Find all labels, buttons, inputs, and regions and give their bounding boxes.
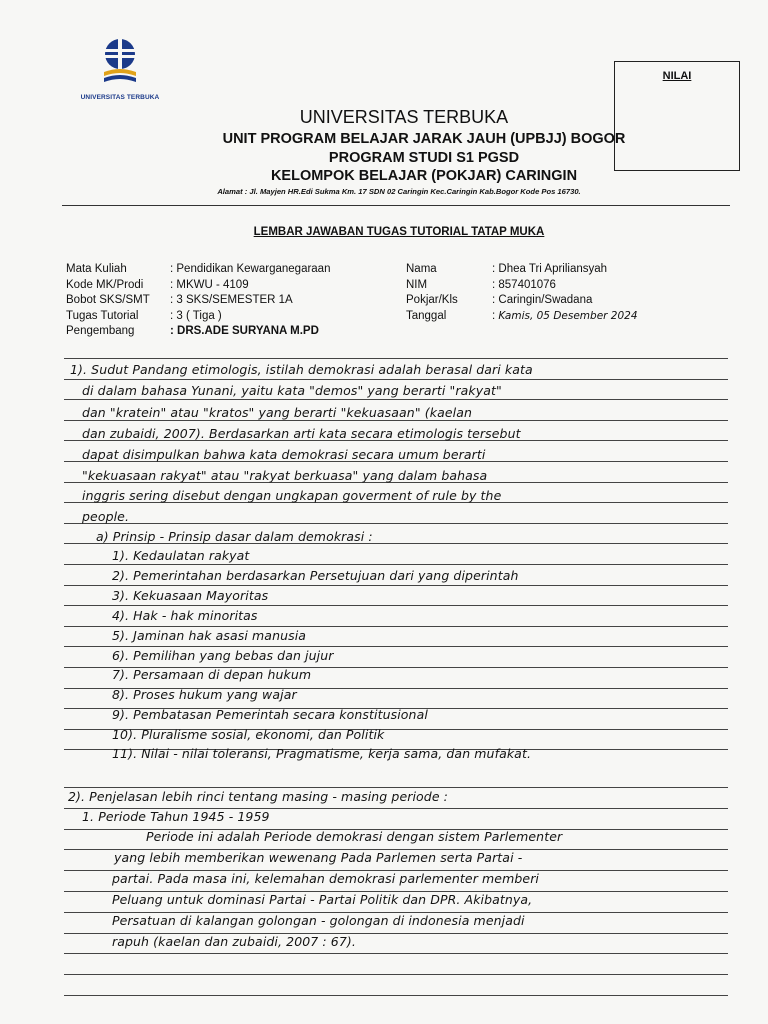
handwritten-line: Peluang untuk dominasi Partai - Partai Politik dan DPR. Akibatnya, [112, 892, 533, 907]
handwritten-line: dan zubaidi, 2007). Berdasarkan arti kata secara etimologis tersebut [82, 426, 521, 441]
ruled-line [64, 995, 728, 996]
info-value: : MKWU - 4109 [170, 278, 249, 291]
info-label: Pokjar/Kls [406, 294, 458, 306]
handwritten-line: 6). Pemilihan yang bebas dan jujur [112, 648, 334, 663]
ruled-line [64, 605, 728, 606]
handwritten-line: Persatuan di kalangan golongan - golongan di indonesia menjadi [112, 913, 525, 928]
ruled-line [64, 399, 728, 400]
handwritten-line: 3). Kekuasaan Mayoritas [112, 588, 269, 603]
ruled-line [64, 379, 728, 380]
university-logo [70, 36, 170, 112]
ruled-line [64, 787, 728, 788]
info-row [406, 278, 638, 294]
ut-logo-icon [98, 36, 142, 92]
ruled-line [64, 358, 728, 359]
handwritten-line: a) Prinsip - Prinsip dasar dalam demokrasi : [96, 529, 373, 544]
info-row [66, 293, 330, 309]
ruled-line [64, 564, 728, 565]
logo-text: UNIVERSITAS TERBUKA [80, 94, 160, 101]
info-value: : [492, 309, 499, 322]
handwritten-line: dapat disimpulkan bahwa kata demokrasi secara umum berarti [82, 447, 486, 462]
info-label: Tugas Tutorial [66, 309, 139, 322]
info-label: Pengembang [66, 325, 135, 337]
course-info [66, 262, 330, 340]
university-name: UNIVERSITAS TERBUKA [299, 107, 509, 127]
ruled-line [64, 523, 728, 524]
ruled-line [64, 953, 728, 954]
handwritten-date: Kamis, 05 Desember 2024 [498, 309, 638, 322]
info-value: : Pendidikan Kewarganegaraan [170, 263, 331, 275]
handwritten-line: 5). Jaminan hak asasi manusia [112, 628, 307, 643]
handwritten-line: Periode ini adalah Periode demokrasi dengan sistem Parlementer [146, 829, 563, 844]
info-row [406, 262, 638, 278]
info-label: Kode MK/Prodi [66, 278, 144, 291]
info-value: : 857401076 [492, 278, 556, 291]
info-value: : Dhea Tri Apriliansyah [492, 263, 608, 275]
handwritten-line: 11). Nilai - nilai toleransi, Pragmatisme, kerja sama, dan mufakat. [112, 746, 532, 761]
header-divider [62, 205, 730, 206]
address: Alamat : Jl. Mayjen HR.Edi Sukma Km. 17 SDN 02 Caringin Kec.Caringin Kab.Bogor Kode Pos 16730. [217, 187, 581, 196]
handwritten-line: 9). Pembatasan Pemerintah secara konstitusional [112, 707, 428, 722]
info-row [66, 309, 330, 325]
handwritten-line: yang lebih memberikan wewenang Pada Parlemen serta Partai - [114, 850, 523, 865]
student-info [406, 262, 638, 324]
info-value: : 3 SKS/SEMESTER 1A [170, 294, 293, 306]
group-name: KELOMPOK BELAJAR (POKJAR) CARINGIN [270, 168, 578, 184]
ruled-line [64, 646, 728, 647]
handwritten-line: 2). Penjelasan lebih rinci tentang masing - masing periode : [68, 789, 448, 804]
handwritten-line: 1. Periode Tahun 1945 - 1959 [82, 809, 270, 824]
handwritten-line: rapuh (kaelan dan zubaidi, 2007 : 67). [112, 934, 356, 949]
info-row [66, 262, 330, 278]
handwritten-line: "kekuasaan rakyat" atau "rakyat berkuasa" yang dalam bahasa [82, 468, 488, 483]
grade-label: NILAI [662, 70, 692, 82]
info-value: : 3 ( Tiga ) [170, 309, 222, 322]
form-title: LEMBAR JAWABAN TUGAS TUTORIAL TATAP MUKA [253, 226, 545, 238]
info-row [406, 293, 638, 309]
info-row [66, 278, 330, 294]
info-row [66, 324, 330, 340]
handwritten-line: 2). Pemerintahan berdasarkan Persetujuan dari yang diperintah [112, 568, 519, 583]
info-label: Bobot SKS/SMT [66, 294, 150, 306]
program-name: PROGRAM STUDI S1 PGSD [328, 150, 520, 166]
info-label: Mata Kuliah [66, 263, 127, 275]
info-value: : Caringin/Swadana [492, 294, 593, 306]
info-label: Nama [406, 263, 437, 275]
unit-name: UNIT PROGRAM BELAJAR JARAK JAUH (UPBJJ) BOGOR [222, 131, 626, 147]
handwritten-line: inggris sering disebut dengan ungkapan goverment of rule by the [82, 488, 502, 503]
handwritten-line: 1). Sudut Pandang etimologis, istilah demokrasi adalah berasal dari kata [70, 362, 533, 377]
handwritten-line: partai. Pada masa ini, kelemahan demokrasi parlementer memberi [112, 871, 540, 886]
info-label: Tanggal [406, 309, 447, 322]
info-value: : DRS.ADE SURYANA M.PD [170, 325, 319, 337]
handwritten-line: di dalam bahasa Yunani, yaitu kata "demos" yang berarti "rakyat" [82, 383, 502, 398]
handwritten-line: 7). Persamaan di depan hukum [112, 667, 312, 682]
info-label: NIM [406, 278, 428, 291]
ruled-line [64, 974, 728, 975]
handwritten-line: 1). Kedaulatan rakyat [112, 548, 250, 563]
handwritten-line: 8). Proses hukum yang wajar [112, 687, 297, 702]
info-row [406, 309, 638, 325]
ruled-line [64, 626, 728, 627]
handwritten-line: 10). Pluralisme sosial, ekonomi, dan Politik [112, 727, 385, 742]
handwritten-line: people. [82, 509, 130, 524]
handwritten-line: dan "kratein" atau "kratos" yang berarti "kekuasaan" (kaelan [82, 405, 472, 420]
ruled-line [64, 585, 728, 586]
ruled-line [64, 420, 728, 421]
handwritten-line: 4). Hak - hak minoritas [112, 608, 258, 623]
